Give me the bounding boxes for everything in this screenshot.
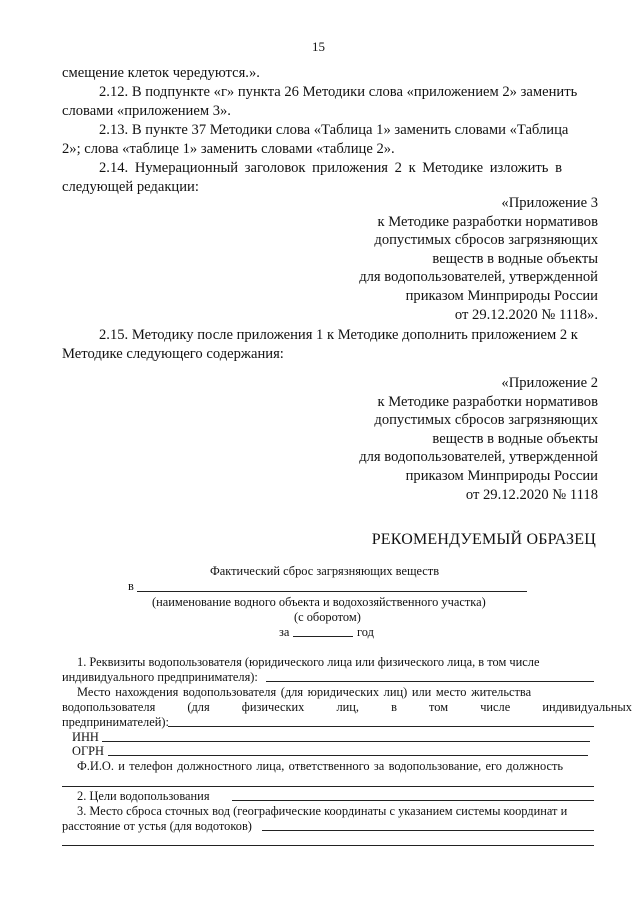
water-use-purpose-line bbox=[232, 800, 594, 801]
responsible-person-fill-line bbox=[62, 786, 594, 787]
location-fill-line bbox=[168, 726, 594, 727]
paragraph-2-12-line-1: 2.12. В подпункте «г» пункта 26 Методики слова «приложением 2» заменить bbox=[99, 84, 578, 100]
for-label: за bbox=[279, 625, 290, 639]
appendix-2-line: допустимых сбросов загрязняющих bbox=[374, 412, 598, 429]
water-object-caption: (наименование водного объекта и водохозяйственного участка) bbox=[152, 595, 486, 609]
responsible-person-label: Ф.И.О. и телефон должностного лица, ответственного за водопользование, его должность bbox=[77, 759, 564, 773]
item3-line-2: расстояние от устья (для водотоков) bbox=[62, 819, 252, 833]
paragraph-2-13-line-1: 2.13. В пункте 37 Методики слова «Таблица 1» заменить словами «Таблица bbox=[99, 122, 569, 138]
appendix-3-line: к Методике разработки нормативов bbox=[377, 213, 598, 230]
location-line-2: водопользователя (для физических лиц, в том числе индивидуальных bbox=[62, 700, 632, 714]
appendix-3-line: для водопользователей, утвержденной bbox=[359, 269, 598, 286]
form-in-label: в bbox=[128, 579, 134, 593]
appendix-2-line: приказом Минприроды России bbox=[405, 467, 598, 484]
item2-label: 2. Цели водопользования bbox=[77, 789, 210, 803]
discharge-place-line-2 bbox=[62, 845, 594, 846]
sample-title: РЕКОМЕНДУЕМЫЙ ОБРАЗЕЦ bbox=[371, 531, 596, 548]
water-object-line bbox=[137, 591, 527, 592]
item3-line-1: 3. Место сброса сточных вод (географические координаты с указанием системы координат и bbox=[77, 804, 568, 818]
location-line-1: Место нахождения водопользователя (для юридических лиц) или место жительства bbox=[77, 685, 532, 699]
page-number: 15 bbox=[312, 39, 325, 54]
item1-line-2: индивидуального предпринимателя): bbox=[62, 670, 258, 684]
ogrn-label: ОГРН bbox=[72, 744, 104, 758]
appendix-3-block bbox=[359, 194, 598, 324]
paragraph-2-15-line-2: Методике следующего содержания: bbox=[62, 346, 284, 362]
appendix-2-line: для водопользователей, утвержденной bbox=[359, 449, 598, 466]
location-line-3: предпринимателей): bbox=[62, 715, 169, 729]
appendix-3-line: веществ в водные объекты bbox=[432, 250, 598, 267]
item1-line-1: 1. Реквизиты водопользователя (юридического лица или физического лица, в том числе bbox=[77, 655, 540, 669]
appendix-2-line: от 29.12.2020 № 1118 bbox=[465, 486, 598, 503]
paragraph-2-14-line-2: следующей редакции: bbox=[62, 179, 199, 195]
paragraph-2-15-line-1: 2.15. Методику после приложения 1 к Методике дополнить приложением 2 к bbox=[99, 327, 578, 343]
reverse-note: (с оборотом) bbox=[294, 610, 361, 624]
appendix-2-line: веществ в водные объекты bbox=[432, 430, 598, 447]
appendix-3-line: «Приложение 3 bbox=[501, 195, 598, 211]
appendix-2-block bbox=[359, 374, 598, 504]
inn-fill-line bbox=[102, 741, 590, 742]
form-heading: Фактический сброс загрязняющих веществ bbox=[210, 564, 440, 578]
ogrn-fill-line bbox=[108, 755, 588, 756]
appendix-3-line: допустимых сбросов загрязняющих bbox=[374, 232, 598, 249]
requisites-line bbox=[266, 681, 594, 682]
discharge-place-line bbox=[262, 830, 594, 831]
year-label: год bbox=[357, 625, 374, 639]
appendix-3-line: от 29.12.2020 № 1118». bbox=[454, 306, 598, 323]
appendix-2-line: «Приложение 2 bbox=[501, 375, 598, 391]
paragraph-2-13-line-2: 2»; слова «таблице 1» заменить словами «таблице 2». bbox=[62, 141, 395, 157]
appendix-3-line: приказом Минприроды России bbox=[405, 287, 598, 304]
paragraph-2-12-line-2: словами «приложением 3». bbox=[62, 103, 231, 119]
paragraph-2-14-line-1: 2.14. Нумерационный заголовок приложения 2 к Методике изложить в bbox=[99, 160, 562, 176]
inn-label: ИНН bbox=[72, 730, 99, 744]
appendix-2-line: к Методике разработки нормативов bbox=[377, 393, 598, 410]
year-line bbox=[293, 636, 353, 637]
paragraph-line: смещение клеток чередуются.». bbox=[62, 65, 260, 81]
